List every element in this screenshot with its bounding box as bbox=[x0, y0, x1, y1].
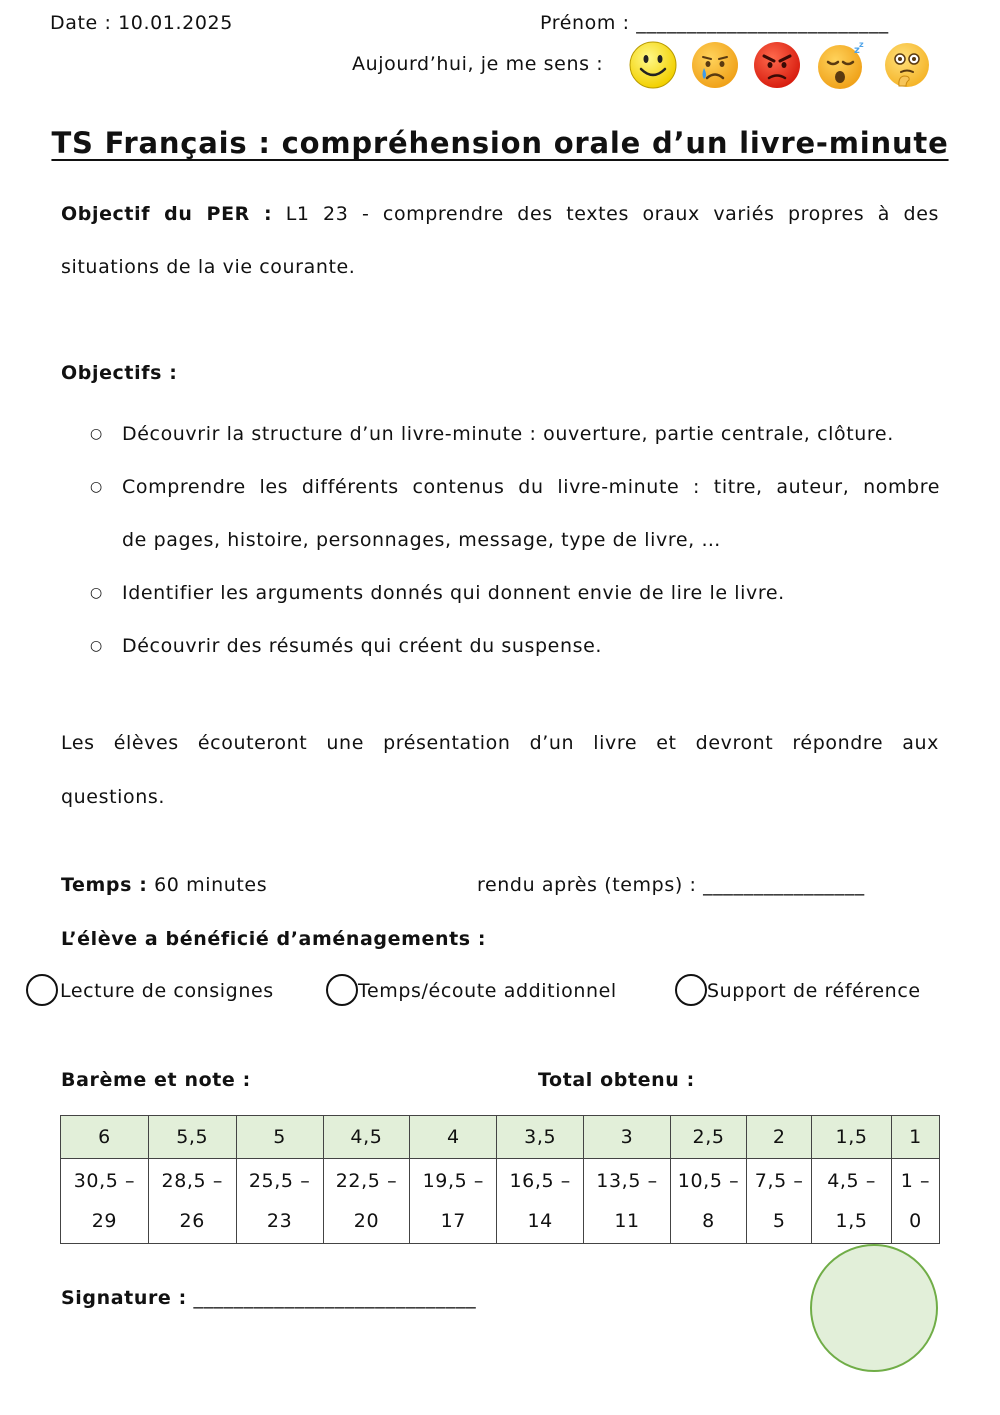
reading-instructions-label: Lecture de consignes bbox=[60, 980, 274, 1002]
range-lower: 29 bbox=[91, 1210, 118, 1232]
range-cell bbox=[747, 1159, 812, 1244]
rendu-field[interactable]: rendu après (temps) : ________________ bbox=[477, 874, 865, 896]
additional-time-radio[interactable] bbox=[326, 974, 358, 1006]
table-row-ranges bbox=[61, 1159, 940, 1244]
grade-cell: 1 bbox=[891, 1116, 939, 1159]
svg-text:z: z bbox=[854, 45, 861, 56]
firstname-blank: _________________________ bbox=[636, 12, 889, 34]
range-upper: 30,5 – bbox=[73, 1170, 136, 1192]
range-upper: 22,5 – bbox=[335, 1170, 398, 1192]
range-lower: 0 bbox=[909, 1210, 922, 1232]
range-cell bbox=[410, 1159, 497, 1244]
range-lower: 14 bbox=[527, 1210, 553, 1232]
firstname-field[interactable] bbox=[540, 12, 889, 34]
objectives-list bbox=[90, 408, 940, 673]
range-lower: 1,5 bbox=[835, 1210, 868, 1232]
range-lower: 8 bbox=[702, 1210, 715, 1232]
per-objective-line1: Objectif du PER : L1 23 - comprendre des textes oraux variés propres à des bbox=[61, 203, 939, 225]
bullet-icon: ○ bbox=[90, 585, 103, 601]
date-line: Date : 10.01.2025 bbox=[50, 12, 233, 34]
range-lower: 11 bbox=[614, 1210, 640, 1232]
time-value: 60 minutes bbox=[147, 874, 268, 896]
firstname-label: Prénom : bbox=[540, 12, 637, 34]
list-item: ○ Comprendre les différents contenus du livre-minute : titre, auteur, nombre bbox=[90, 461, 940, 514]
range-cell bbox=[891, 1159, 939, 1244]
range-upper: 16,5 – bbox=[509, 1170, 571, 1192]
page-title: TS Français : compréhension orale d’un livre-minute bbox=[51, 126, 949, 160]
thinking-face-icon[interactable] bbox=[882, 40, 932, 90]
reference-support-label: Support de référence bbox=[707, 980, 921, 1002]
grade-cell: 4,5 bbox=[323, 1116, 410, 1159]
happy-face-icon[interactable] bbox=[628, 40, 678, 90]
table-row-grades bbox=[61, 1116, 940, 1159]
grading-heading: Barème et note : bbox=[61, 1069, 251, 1091]
range-cell bbox=[323, 1159, 410, 1244]
list-item: ○ Découvrir la structure d’un livre-minute : ouverture, partie centrale, clôture. bbox=[90, 408, 940, 461]
grade-cell: 3 bbox=[584, 1116, 671, 1159]
range-upper: 4,5 – bbox=[827, 1170, 876, 1192]
grade-cell: 5 bbox=[236, 1116, 323, 1159]
range-cell bbox=[670, 1159, 746, 1244]
range-upper: 7,5 – bbox=[754, 1170, 804, 1192]
svg-text:z: z bbox=[859, 40, 865, 49]
accommodations-heading: L’élève a bénéficié d’aménagements : bbox=[61, 928, 487, 950]
crying-face-icon[interactable] bbox=[690, 40, 740, 90]
list-item: ○ Découvrir des résumés qui créent du suspense. bbox=[90, 620, 940, 673]
list-item: ○ Identifier les arguments donnés qui donnent envie de lire le livre. bbox=[90, 567, 940, 620]
reference-support-radio[interactable] bbox=[675, 974, 707, 1006]
range-lower: 17 bbox=[440, 1210, 466, 1232]
instructions-line2: questions. bbox=[61, 786, 166, 808]
range-cell bbox=[236, 1159, 323, 1244]
grade-cell: 5,5 bbox=[148, 1116, 236, 1159]
additional-time-label: Temps/écoute additionnel bbox=[358, 980, 617, 1002]
grade-cell: 1,5 bbox=[812, 1116, 892, 1159]
signature-line[interactable] bbox=[61, 1287, 476, 1309]
signature-blank: ____________________________ bbox=[186, 1287, 477, 1309]
range-upper: 25,5 – bbox=[248, 1170, 311, 1192]
per-objective-line2: situations de la vie courante. bbox=[61, 256, 356, 278]
grade-cell: 2,5 bbox=[670, 1116, 746, 1159]
range-cell bbox=[497, 1159, 584, 1244]
instructions-line1: Les élèves écouteront une présentation d’un livre et devront répondre aux bbox=[61, 732, 939, 754]
bullet-icon: ○ bbox=[90, 479, 103, 495]
range-lower: 5 bbox=[772, 1210, 786, 1232]
range-upper: 1 – bbox=[900, 1170, 931, 1192]
range-upper: 13,5 – bbox=[596, 1170, 658, 1192]
range-cell bbox=[584, 1159, 671, 1244]
mood-label: Aujourd’hui, je me sens : bbox=[352, 53, 604, 75]
range-cell bbox=[148, 1159, 236, 1244]
bullet-icon: ○ bbox=[90, 426, 103, 442]
range-lower: 23 bbox=[266, 1210, 293, 1232]
grade-cell: 2 bbox=[747, 1116, 812, 1159]
per-objective-label: Objectif du PER : bbox=[61, 203, 273, 225]
range-cell bbox=[61, 1159, 149, 1244]
range-upper: 10,5 – bbox=[677, 1170, 740, 1192]
time-label: Temps : bbox=[61, 874, 148, 896]
range-upper: 28,5 – bbox=[161, 1170, 223, 1192]
range-lower: 20 bbox=[353, 1210, 380, 1232]
grade-cell: 3,5 bbox=[497, 1116, 584, 1159]
reading-instructions-radio[interactable] bbox=[26, 974, 58, 1006]
grade-cell: 4 bbox=[410, 1116, 497, 1159]
grading-table bbox=[60, 1115, 940, 1244]
objectives-heading: Objectifs : bbox=[61, 362, 178, 384]
list-item-continuation: de pages, histoire, personnages, message, type de livre, … bbox=[122, 529, 722, 551]
range-cell bbox=[812, 1159, 892, 1244]
range-upper: 19,5 – bbox=[422, 1170, 485, 1192]
range-lower: 26 bbox=[179, 1210, 205, 1232]
total-label: Total obtenu : bbox=[538, 1069, 695, 1091]
teacher-stamp-circle bbox=[810, 1244, 938, 1372]
angry-face-icon[interactable] bbox=[752, 40, 802, 90]
tired-face-icon[interactable] bbox=[816, 40, 866, 90]
time-line bbox=[61, 874, 267, 896]
signature-label: Signature : bbox=[61, 1287, 187, 1309]
bullet-icon: ○ bbox=[90, 638, 103, 654]
grade-cell: 6 bbox=[61, 1116, 149, 1159]
